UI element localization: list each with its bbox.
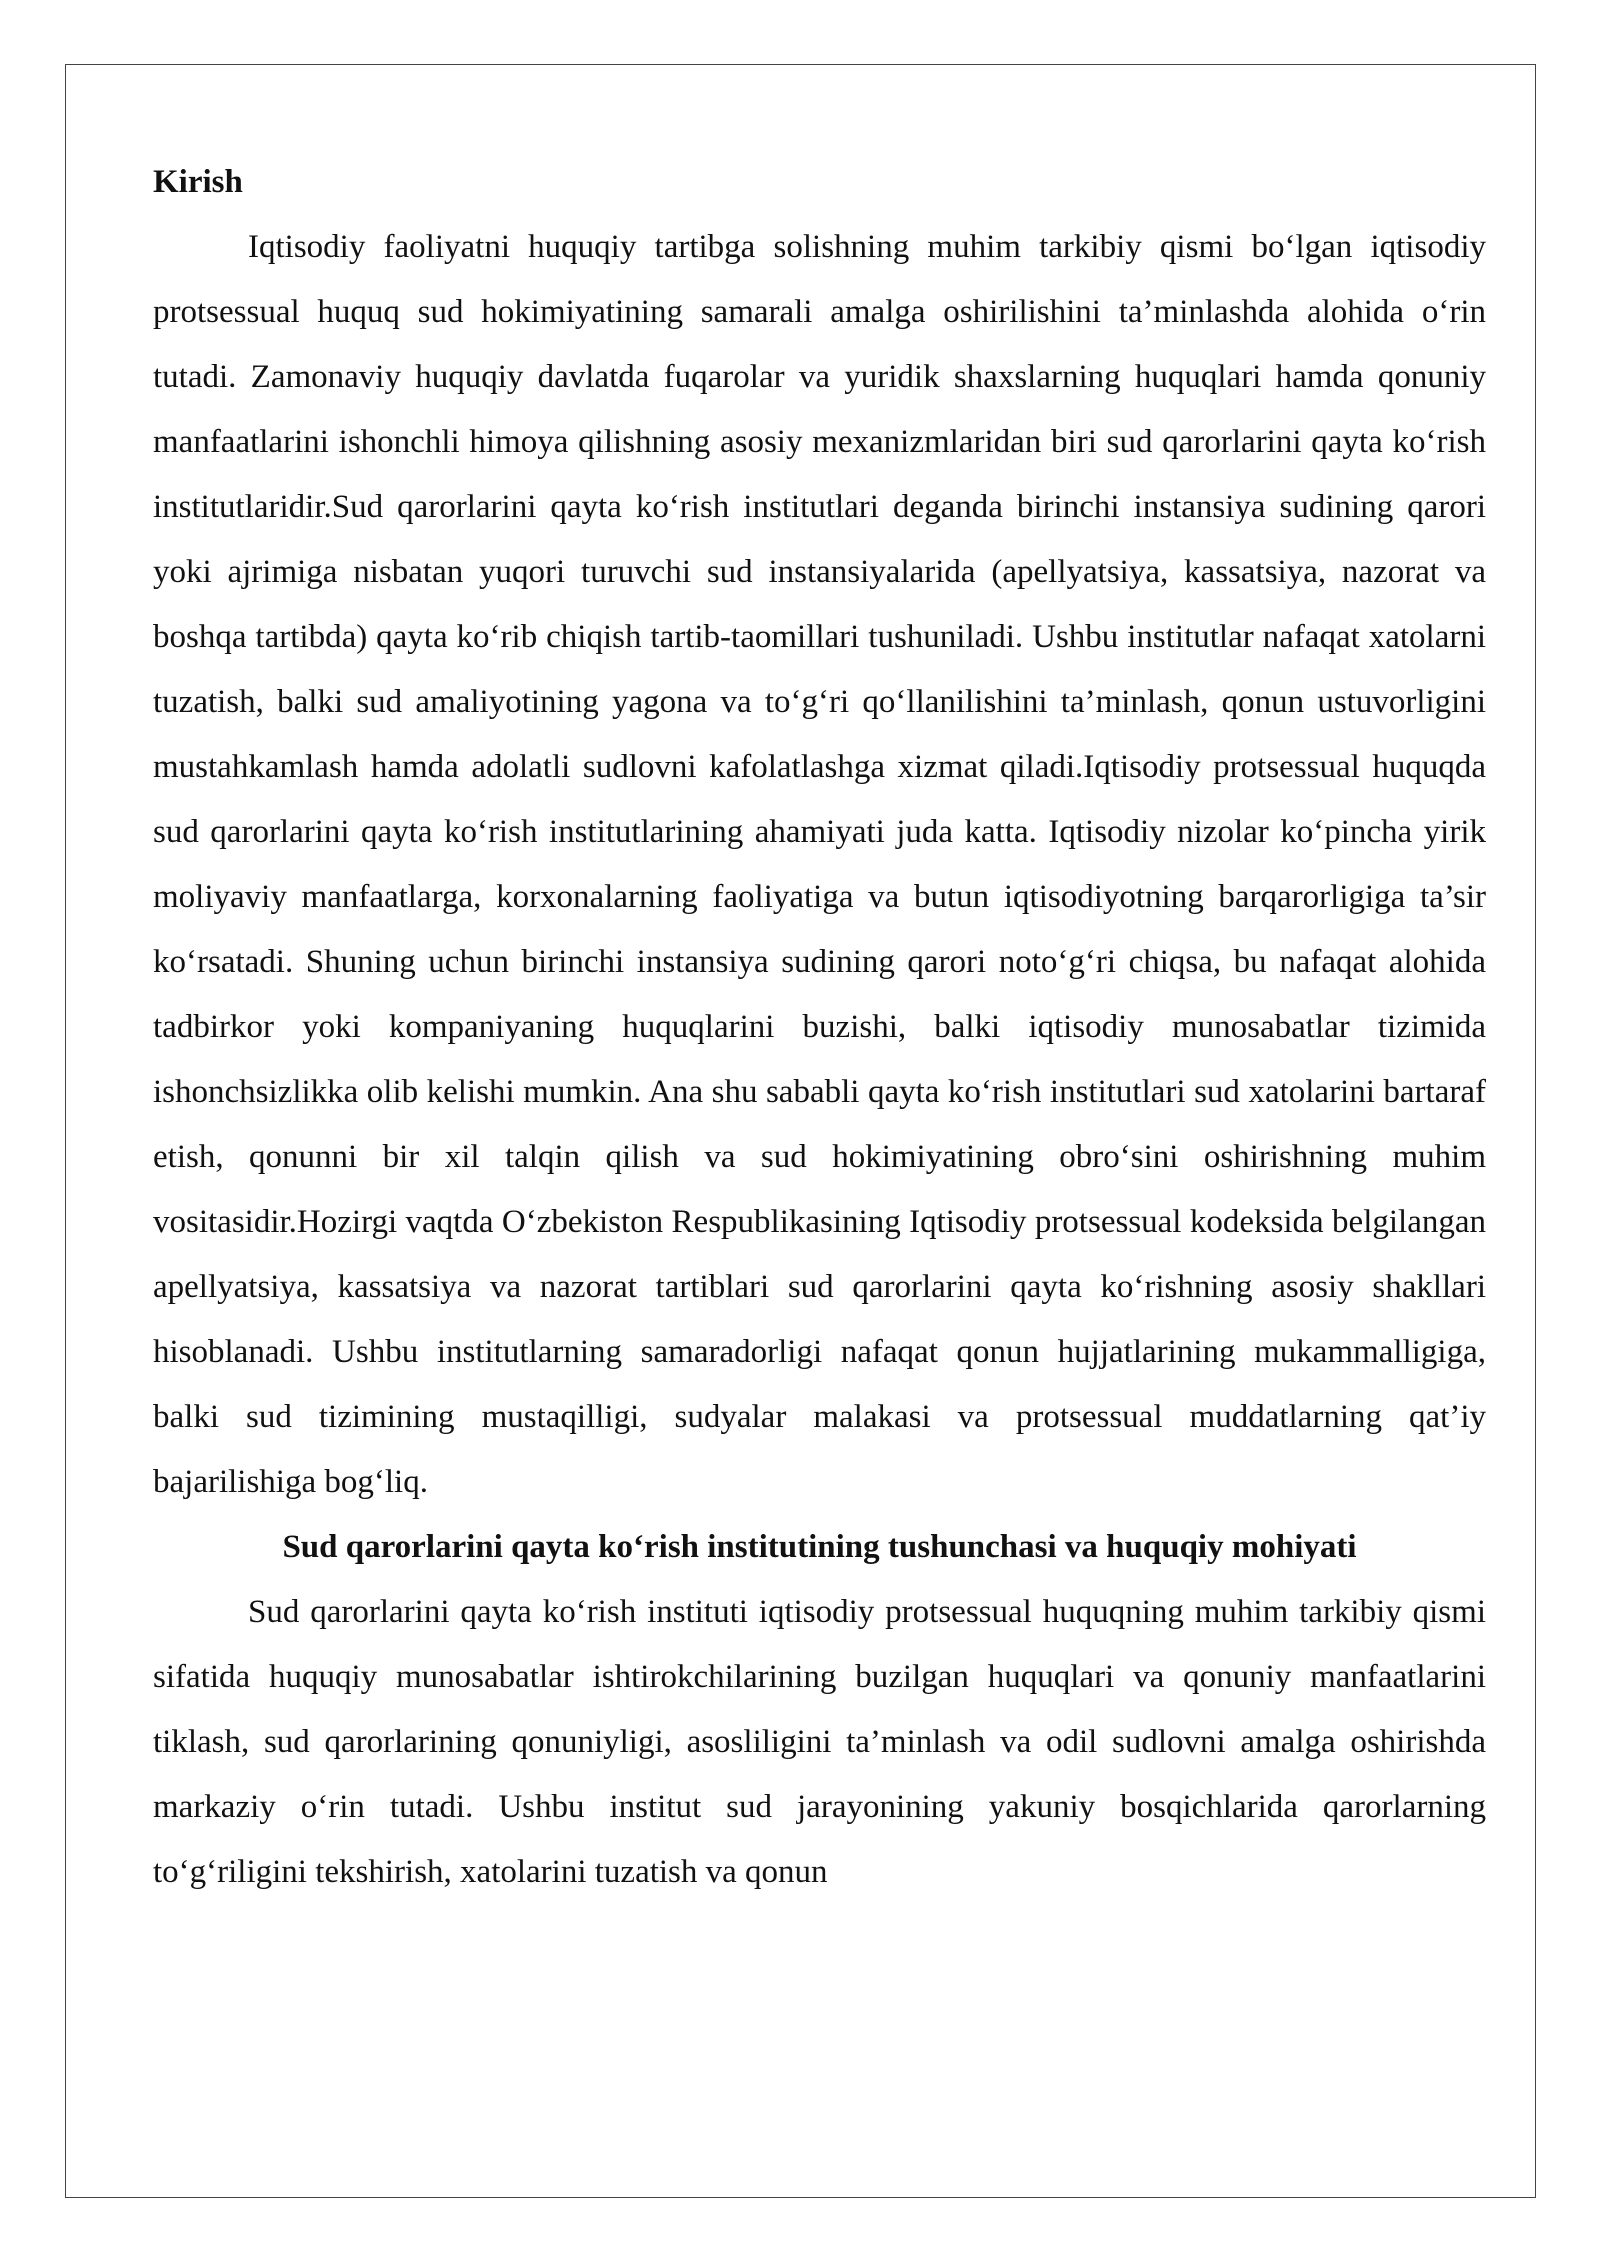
- document-body: [153, 150, 1486, 1905]
- section-heading: Sud qarorlarini qayta ko‘rish institutining tushunchasi va huquqiy mohiyati: [282, 1529, 1357, 1565]
- section-paragraph: Sud qarorlarini qayta ko‘rish instituti iqtisodiy protsessual huquqning muhim tarkibiy qismi sifatida huquqiy munosabatlar ishtirokchilarining buzilgan huquqlari va qonuniy manfaatlarini tiklash, sud qarorlarining qonuniyligi, asosliligini ta’minlash va odil sudlovni amalga oshirishda markaziy o‘rin tutadi. Ushbu institut sud jarayonining yakuniy bosqichlarida qarorlarning to‘g‘riligini tekshirish, xatolarini tuzatish va qonun: [153, 1594, 1486, 1890]
- intro-paragraph: Iqtisodiy faoliyatni huquqiy tartibga solishning muhim tarkibiy qismi bo‘lgan iqtisodiy protsessual huquq sud hokimiyatining samarali amalga oshirilishini ta’minlashda alohida o‘rin tutadi. Zamonaviy huquqiy davlatda fuqarolar va yuridik shaxslarning huquqlari hamda qonuniy manfaatlarini ishonchli himoya qilishning asosiy mexanizmlaridan biri sud qarorlarini qayta ko‘rish institutlaridir.Sud qarorlarini qayta ko‘rish institutlari deganda birinchi instansiya sudining qarori yoki ajrimiga nisbatan yuqori turuvchi sud instansiyalarida (apellyatsiya, kassatsiya, nazorat va boshqa tartibda) qayta ko‘rib chiqish tartib-taomillari tushuniladi. Ushbu institutlar nafaqat xatolarni tuzatish, balki sud amaliyotining yagona va to‘g‘ri qo‘llanilishini ta’minlash, qonun ustuvorligini mustahkamlash hamda adolatli sudlovni kafolatlashga xizmat qiladi.Iqtisodiy protsessual huquqda sud qarorlarini qayta ko‘rish institutlarining ahamiyati juda katta. Iqtisodiy nizolar ko‘pincha yirik moliyaviy manfaatlarga, korxonalarning faoliyatiga va butun iqtisodiyotning barqarorligiga ta’sir ko‘rsatadi. Shuning uchun birinchi instansiya sudining qarori noto‘g‘ri chiqsa, bu nafaqat alohida tadbirkor yoki kompaniyaning huquqlarini buzishi, balki iqtisodiy munosabatlar tizimida ishonchsizlikka olib kelishi mumkin. Ana shu sababli qayta ko‘rish institutlari sud xatolarini bartaraf etish, qonunni bir xil talqin qilish va sud hokimiyatining obro‘sini oshirishning muhim vositasidir.Hozirgi vaqtda O‘zbekiston Respublikasining Iqtisodiy protsessual kodeksida belgilangan apellyatsiya, kassatsiya va nazorat tartiblari sud qarorlarini qayta ko‘rishning asosiy shakllari hisoblanadi. Ushbu institutlarning samaradorligi nafaqat qonun hujjatlarining mukammalligiga, balki sud tizimining mustaqilligi, sudyalar malakasi va protsessual muddatlarning qat’iy bajarilishiga bog‘liq.: [153, 229, 1486, 1500]
- intro-heading: Kirish: [153, 164, 243, 200]
